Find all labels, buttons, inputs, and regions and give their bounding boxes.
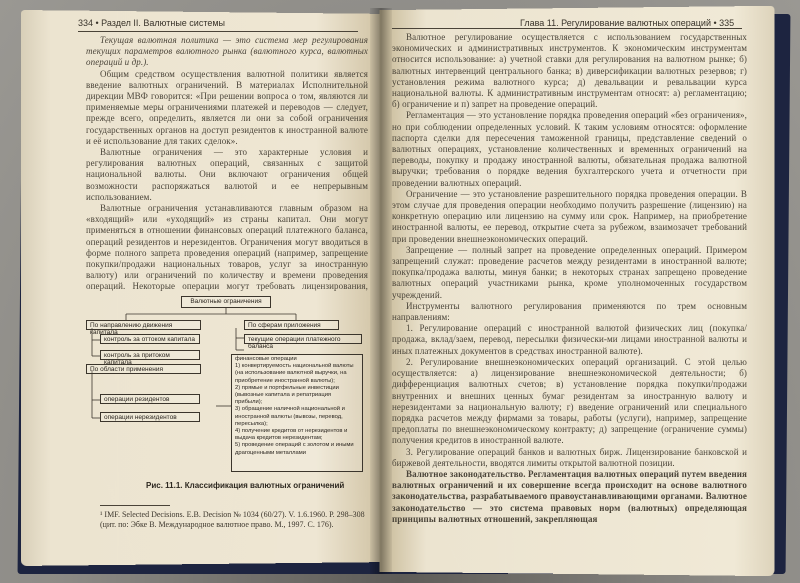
- left-running-header: 334 • Раздел II. Валютные системы: [78, 18, 226, 28]
- diagram-left-item: контроль за оттоком капитала: [100, 334, 200, 344]
- left-header-rule: [78, 31, 358, 32]
- left-page-text: [86, 35, 368, 293]
- diagram-list-item: 2) прямые и портфельные инвестиции (вывозные капитала и репатриация прибыли);: [235, 384, 339, 406]
- diagram-left-head: По направлению движения капитала: [86, 320, 201, 330]
- left-paragraph: Валютные ограничения устанавливаются главным образом на «входящий» или «уходящий» из страны капитал. Они могут применяться в отношении финансовых операций платежного баланса, операций резидентов и нерезидентов. Ограничения могут вводиться в форме полного запрета проведения операций (например, запрещение покупки/продажи национальных товаров, услуг за иностранную валюту) или ограничений по количеству и времени проведения операций. Некоторые операции могут требовать лицензирования,: [86, 203, 368, 292]
- right-header-rule: [392, 28, 742, 29]
- diagram-list-item: 5) проведение операций с золотом и иными драгоценными металлами: [235, 442, 354, 456]
- right-paragraph: 1. Регулирование операций с иностранной валютой физических лиц (покупка/продажа, вклад/заем, перевод, пересылки физически-ми лицами иностранной валюты и иных платежных документов в средствах иностранной валюте).: [392, 323, 747, 356]
- right-page-text: [392, 32, 747, 567]
- diagram-root: Валютные ограничения: [181, 296, 271, 308]
- right-paragraph: Регламентация — это установление порядка проведения операций «без ограничения», но при соблюдении определенных условий. К таким условиям относятся: оформление паспорта сделки для пересечения таможенной границы, представление сведений о валютных операциях, установление количественных и временных ограничений на переводы, покупку и продажу иностранной валюты, обязательная продажа валютной выручки; требования о порядке ведения бухгалтерского учета и отчетности при проведении валютных операций.: [392, 110, 747, 188]
- classification-diagram: [86, 296, 366, 474]
- diagram-right-item: текущие операции платежного баланса: [244, 334, 362, 344]
- diagram-list-item: 3) обращение наличной национальной и иностранной валюты (вывозы, перевод, пересылка);: [235, 406, 345, 427]
- diagram-mid-head: По области применения: [86, 364, 201, 374]
- figure-caption: Рис. 11.1. Классификация валютных ограничений: [146, 481, 345, 490]
- right-paragraph: 3. Регулирование операций банков и валютных бирж. Лицензирование банковской и биржевой деятельности, вводятся лимиты открытой валютной позиции.: [392, 446, 747, 468]
- diagram-list-item: 1) конвертируемость национальной валюты (на использование валютной выручки, на приобретение иностранной валюты);: [235, 363, 354, 384]
- right-paragraph: Валютное законодательство. Регламентация валютных операций путем введения валютных ограничений и их совершение всегда происходит на основе валютного законодательства, разрабатываемого правоустанавливающими органами. Валютное законодательство — это система правовых норм (валютных) определяющая принципы валютных отношений, закрепляющая: [392, 468, 747, 524]
- right-paragraph: Инструменты валютного регулирования применяются по трем основным направлениям:: [392, 300, 747, 323]
- footnote: ¹ IMF. Selected Decisions. E.B. Decision № 1034 (60/27). V. 1.6.1960. P. 298–308 (цит. по: Эбке В. Международное валютное право. М., 1997. С. 176).: [100, 510, 365, 529]
- diagram-list-item: 4) получение кредитов от нерезидентов и выдача кредитов нерезидентам;: [235, 428, 348, 442]
- diagram-right-subhead: финансовые операции: [235, 356, 297, 362]
- book-gutter: [370, 8, 392, 574]
- diagram-right-head: По сферам приложения: [244, 320, 339, 330]
- diagram-left-item: контроль за притоком капитала: [100, 350, 200, 360]
- right-paragraph: Валютное регулирование осуществляется с использованием государственных экономических и административных инструментов. К экономическим инструментам относится использование: а) учетной ставки для регулирования на валютном рынке; б) валютных интервенций центрального банка; в) диверсификации валютных резервов; г) установления режима валютного курса; д) девальвации и ревальвации курса национальной валюты. К административным инструментам относят: а) регламентацию; б) ограничение и п) запрет на проведение операций.: [392, 32, 747, 110]
- right-paragraph: Запрещение — полный запрет на проведение определенных операций. Примером запрещений служат: проведение расчетов между резидентами в иностранной валюте; покупка/продажа валюты, минуя банки; в некоторых странах запрещено проведение валютных операций участниками рынка, кроме уполномоченных государством учреждений.: [392, 244, 747, 300]
- diagram-right-list: [231, 354, 363, 472]
- right-running-header: Глава 11. Регулирование валютных операций • 335: [520, 18, 735, 28]
- diagram-mid-item: операции резидентов: [100, 394, 200, 404]
- diagram-mid-item: операции нерезидентов: [100, 412, 200, 422]
- right-paragraph: 2. Регулирование внешнеэкономических операций организаций. С этой целью осуществляется: а) лицензирование внешнеэкономической деятельности; б) дифференциация валютных счетов; в) установление порядка покупки/продажи внутренних и внешних ценных бумаг резидентам за иностранную валюту и нерезидентами за национальную валюту; г) введение ограничений или специального порядка расчетов между фирмами за товары, работы (услуги), например, запрещение предоплаты по внешнеэкономическому контракту; д) запрещение (ограничение суммы) получения кредитов в иностранной валюте.: [392, 356, 747, 446]
- footnote-rule: [100, 505, 170, 506]
- right-paragraph: Ограничение — это установление разрешительного порядка проведения операции. В этом случае для проведения операции необходимо получить разрешение (лицензию) на конкретную операцию или лицензию на сумму или срок. Например, на приобретение иностранной валюты, ее перевод, открытие счета за рубежом, взаимозачет требований при проведении внешнеэкономических операций.: [392, 188, 747, 244]
- left-paragraph: Валютные ограничения — это характерные условия и регулирования валютных операций, связанных с защитой национальной валюты. Они включают ограничения общей возможности распоряжаться валютой и ее непрерывным использованием.: [86, 147, 368, 202]
- left-paragraph: Общим средством осуществления валютной политики является введение валютных ограничений. В материалах Исполнительной дирекции МВФ говорится: «При решении вопроса о том, являются ли применяемые меры ограничениями платежей и переводов — следует, прежде всего, определить, является ли они за собой ограничения государственных органов на доступ резидентов к иностранной валюте и её использование для таких сделок».: [86, 68, 368, 146]
- left-paragraph: Текущая валютная политика — это система мер регулирования текущих параметров валютного рынка (валютного курса, валютных операций и др.).: [86, 35, 368, 68]
